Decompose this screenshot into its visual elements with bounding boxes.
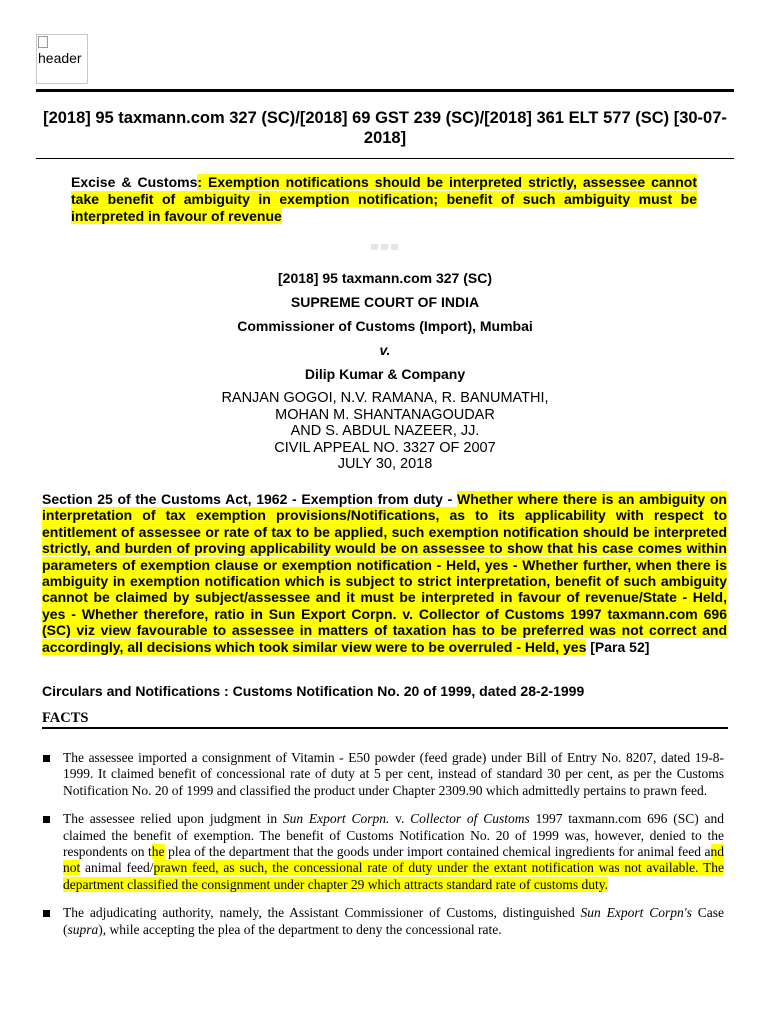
fact-text: Case ( [63,905,724,937]
fact-text: plea of the department that the goods under import contained chemical ingredients for animal feed a [164,844,711,860]
highlighted-text: prawn feed, as such, the concessional rate of duty under the extant notification was not available. The department classified the consignment under chapter 29 which attracts standard rate of customs duty. [63,860,725,892]
appellant: Commissioner of Customs (Import), Mumbai [237,318,533,334]
case-name: Sun Export Corpn's [580,905,692,921]
appeal-number: CIVIL APPEAL NO. 3327 OF 2007 [274,439,496,456]
headnote-text: Whether where there is an ambiguity on interpretation of tax exemption provisions/Notifications, as to its applicability with respect to entitlement of assessee or rate of tax to be applied, such exemption notification should be interpreted strictly, and burden of proving applicability would be on assessee to show that his case comes within parameters of exemption clause or exemption notification - Held, yes - Whether further, when there is ambiguity in exemption notification which is subject to strict interpretation, benefit of such ambiguity cannot be claimed by subject/assessee and it must be interpreted in favour of revenue/State - Held, yes - Whether therefore, ratio in Sun Export Corpn. v. Collector of Customs 1997 taxmann.com 696 (SC) viz view favourable to assessee in matters of taxation has to be preferred was not correct and accordingly, all decisions which took similar view were to be overruled - Held, yes [42,491,727,655]
case-citation: [2018] 95 taxmann.com 327 (SC) [278,270,492,286]
section-separator-icon [371,244,398,252]
square-bullet-icon [43,816,50,823]
case-name: Collector of Customs [410,811,530,827]
list-item [42,750,724,799]
list-item [42,811,724,893]
judges-line: AND S. ABDUL NAZEER, JJ. [290,423,480,439]
highlighted-text: he [151,844,165,860]
summary-text: Exemption notifications should be interpreted strictly, assessee cannot take benefit of ambiguity in exemption notification; benefit of such ambiguity must be interpreted in favour of revenue [71,174,697,224]
versus: v. [379,342,391,358]
headnote-section: Section 25 of the Customs Act, 1962 - Exemption from duty - [42,491,457,507]
case-name: Sun Export Corpn. [282,811,390,827]
court-name: SUPREME COURT OF INDIA [290,294,480,310]
square-bullet-icon [43,910,50,917]
headnote [42,491,727,655]
bench-details [36,390,734,473]
broken-image-icon [38,36,48,48]
facts-heading: FACTS [42,710,89,726]
circulars-notifications: Circulars and Notifications : Customs Notification No. 20 of 1999, dated 28-2-1999 [42,683,585,699]
fact-text: ), while accepting the plea of the department to deny the concessional rate. [98,921,502,937]
facts-list [42,750,724,950]
judgment-date: JULY 30, 2018 [337,456,433,472]
facts-divider [42,727,728,729]
citation-title: [2018] 95 taxmann.com 327 (SC)/[2018] 69 GST 239 (SC)/[2018] 361 ELT 577 (SC) [30-07-2018] [43,109,727,147]
fact-text: v. [389,811,411,827]
summary-colon: : [197,174,203,190]
highlighted-text: nd not [63,844,724,876]
case-header [36,268,734,473]
fact-text: The assessee imported a consignment of Vitamin - E50 powder (feed grade) under Bill of Entry No. 8207, dated 19-8-1999. It claimed benefit of concessional rate of duty at 5 per cent, instead of standard 30 per cent, as per the Customs Notification No. 20 of 1999 and classified the product under Chapter 2309.90 which admittedly pertains to prawn feed. [63,750,724,798]
respondent: Dilip Kumar & Company [304,366,466,382]
list-item [42,905,724,938]
case-reference: supra [67,921,99,937]
fact-text: 1997 taxmann.com 696 (SC) and claimed the benefit of exemption. The benefit of Customs Notification No. 20 of 1999 was, however, denied to the respondents on t [63,811,724,860]
fact-text: The assessee relied upon judgment in [63,811,283,827]
title-divider [36,158,734,159]
fact-text: The adjudicating authority, namely, the Assistant Commissioner of Customs, distinguished [63,905,581,921]
top-divider [36,89,734,92]
judges-line: MOHAN M. SHANTANAGOUDAR [275,406,495,423]
header-image-alt: header [38,50,82,66]
judges-line: RANJAN GOGOI, N.V. RAMANA, R. BANUMATHI, [221,390,549,406]
fact-text: animal feed/ [80,860,154,876]
summary [71,174,697,225]
square-bullet-icon [43,755,50,762]
headnote-para: [Para 52] [586,638,650,655]
summary-label: Excise & Customs [71,174,198,190]
header-image [36,34,88,84]
